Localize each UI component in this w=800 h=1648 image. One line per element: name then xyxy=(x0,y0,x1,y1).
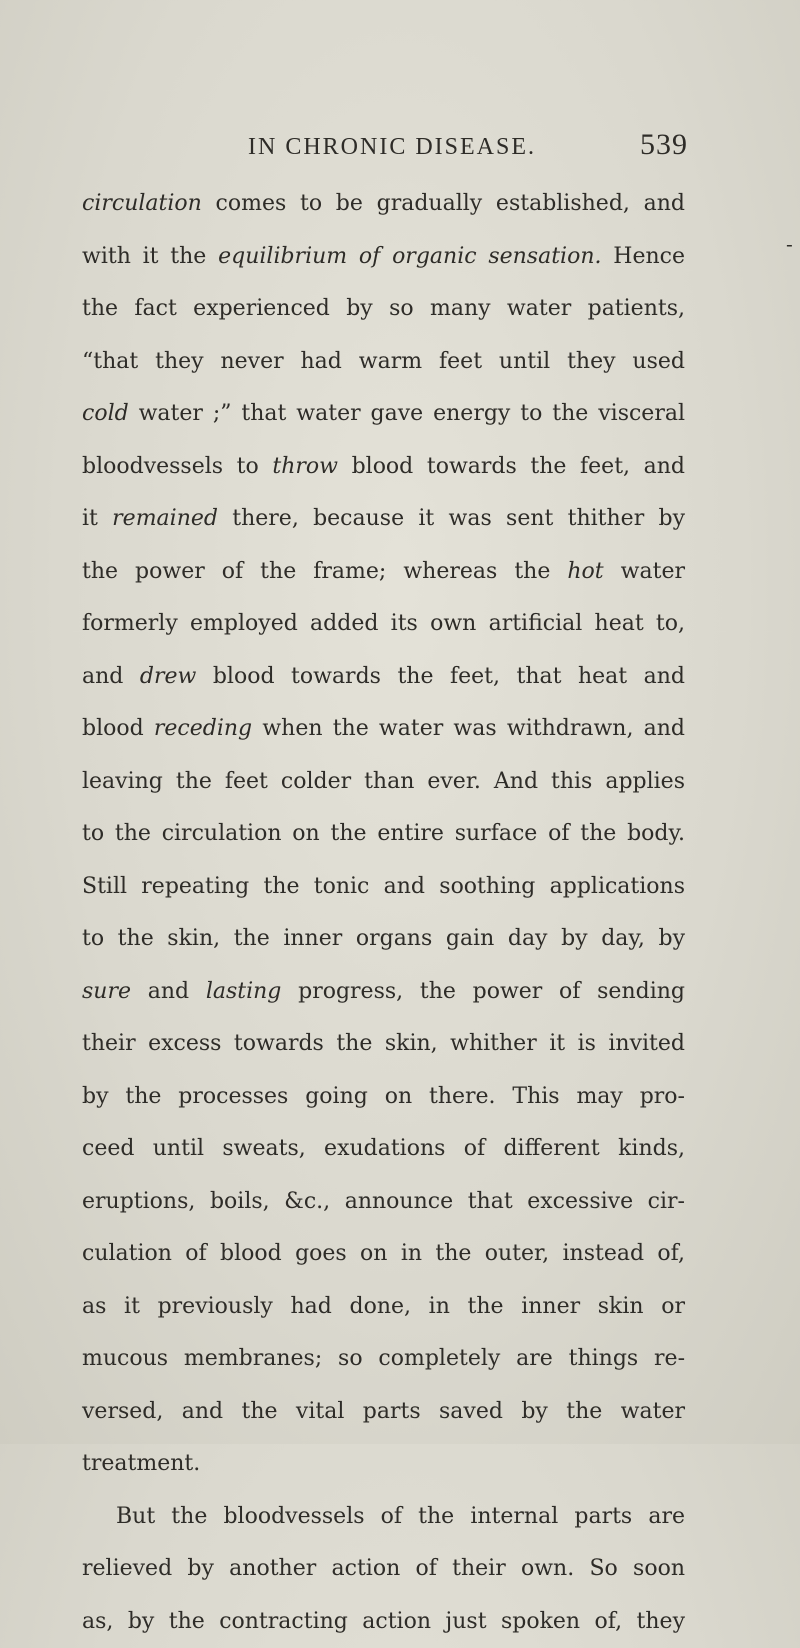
text-run: formerly employed added its own artificial heat to, xyxy=(82,611,685,636)
text-run: comes to be gradually established, and xyxy=(202,191,685,216)
text-line xyxy=(82,703,685,756)
text-run: and xyxy=(131,979,206,1004)
text-line xyxy=(82,651,685,704)
text-run: culation of blood goes on in the outer, instead of, xyxy=(82,1241,685,1266)
text-line xyxy=(82,1596,685,1648)
text-line xyxy=(82,1386,685,1439)
text-run: the power of the frame; whereas the xyxy=(82,559,567,584)
text-run: blood towards the feet, and xyxy=(338,454,685,479)
running-header xyxy=(248,128,688,168)
text-line xyxy=(82,1228,685,1281)
text-run: versed, and the vital parts saved by the water xyxy=(82,1399,685,1424)
text-line xyxy=(82,546,685,599)
text-run: bloodvessels to xyxy=(82,454,272,479)
text-run: ceed until sweats, exudations of different kinds, xyxy=(82,1136,685,1161)
text-run: relieved by another action of their own. So soon xyxy=(82,1556,685,1581)
text-line xyxy=(82,178,685,231)
text-line xyxy=(82,1281,685,1334)
text-line xyxy=(82,966,685,1019)
text-run: their excess towards the skin, whither it is invited xyxy=(82,1031,685,1056)
text-run: treatment. xyxy=(82,1451,200,1476)
text-line xyxy=(82,283,685,336)
text-run: the fact experienced by so many water patients, xyxy=(82,296,685,321)
italic-text: cold xyxy=(82,401,129,426)
text-line xyxy=(82,1176,685,1229)
running-title: IN CHRONIC DISEASE. xyxy=(248,134,536,161)
text-run: But the bloodvessels of the internal parts are xyxy=(116,1504,685,1529)
text-run: blood xyxy=(82,716,154,741)
margin-mark: - xyxy=(786,232,793,256)
text-line xyxy=(82,1018,685,1071)
text-line xyxy=(82,1333,685,1386)
text-run: “that they never had warm feet until they used xyxy=(82,349,685,374)
text-run: water xyxy=(604,559,685,584)
body-text xyxy=(82,178,685,1648)
text-run: Still repeating the tonic and soothing applications xyxy=(82,874,685,899)
text-run: as it previously had done, in the inner skin or xyxy=(82,1294,685,1319)
text-line xyxy=(82,1543,685,1596)
text-run: as, by the contracting action just spoken of, they xyxy=(82,1609,685,1634)
page-number: 539 xyxy=(640,128,688,162)
text-line xyxy=(82,1071,685,1124)
text-line xyxy=(82,493,685,546)
text-run: mucous membranes; so completely are things re- xyxy=(82,1346,685,1371)
text-run: when the water was withdrawn, and xyxy=(252,716,685,741)
text-line xyxy=(82,1491,685,1544)
italic-text: sure xyxy=(82,979,131,1004)
italic-text: remained xyxy=(112,506,218,531)
text-run: eruptions, boils, &c., announce that excessive cir- xyxy=(82,1189,685,1214)
text-line xyxy=(82,861,685,914)
text-line xyxy=(82,808,685,861)
text-line xyxy=(82,388,685,441)
text-line xyxy=(82,1123,685,1176)
text-run: progress, the power of sending xyxy=(281,979,685,1004)
text-line xyxy=(82,441,685,494)
text-line xyxy=(82,1438,685,1491)
text-run: Hence xyxy=(602,244,686,269)
italic-text: receding xyxy=(154,716,252,741)
text-run: by the processes going on there. This may pro- xyxy=(82,1084,685,1109)
text-run: there, because it was sent thither by xyxy=(218,506,685,531)
text-run: blood towards the feet, that heat and xyxy=(196,664,685,689)
italic-text: throw xyxy=(272,454,338,479)
text-line xyxy=(82,913,685,966)
italic-text: equilibrium of organic sensation. xyxy=(218,244,601,269)
text-run: leaving the feet colder than ever. And this applies xyxy=(82,769,685,794)
text-line xyxy=(82,336,685,389)
text-run: water ;” that water gave energy to the visceral xyxy=(129,401,685,426)
text-run: to the skin, the inner organs gain day by day, by xyxy=(82,926,685,951)
text-line xyxy=(82,598,685,651)
text-line xyxy=(82,231,685,284)
text-line xyxy=(82,756,685,809)
italic-text: lasting xyxy=(206,979,282,1004)
italic-text: drew xyxy=(140,664,196,689)
italic-text: circulation xyxy=(82,191,202,216)
text-run: to the circulation on the entire surface of the body. xyxy=(82,821,685,846)
italic-text: hot xyxy=(567,559,603,584)
text-run: with it the xyxy=(82,244,218,269)
text-run: it xyxy=(82,506,112,531)
text-run: and xyxy=(82,664,140,689)
